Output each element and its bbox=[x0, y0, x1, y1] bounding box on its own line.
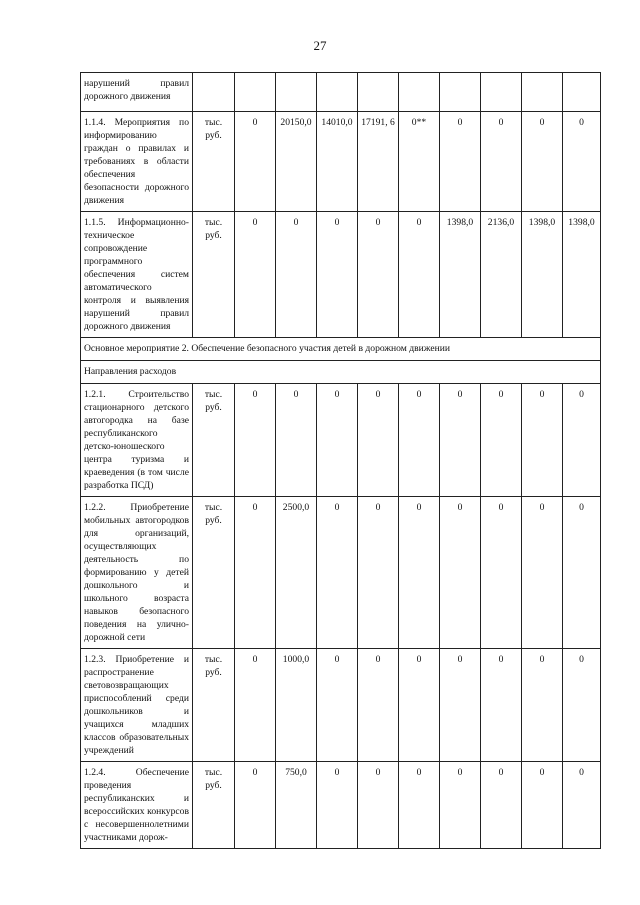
value-cell: 0 bbox=[481, 762, 522, 849]
table-row bbox=[81, 384, 601, 497]
value-cell: 0 bbox=[317, 649, 358, 762]
value-cell: 0 bbox=[399, 497, 440, 649]
table-row bbox=[81, 497, 601, 649]
value-cell: 0 bbox=[522, 649, 563, 762]
value-cell: 0 bbox=[276, 384, 317, 497]
section-row bbox=[81, 361, 601, 384]
item-name-cell: 1.2.2. Приобретение мобильных автогородков для организаций, осуществляющих деятельность по формированию у детей дошкольного и школьного возраста навыков безопасного поведения на улично-дорожной сети bbox=[81, 497, 193, 649]
value-cell: 0 bbox=[358, 212, 399, 338]
value-cell: 0 bbox=[317, 762, 358, 849]
value-cell: 0 bbox=[235, 762, 276, 849]
table-row bbox=[81, 762, 601, 849]
value-cell: 0 bbox=[235, 649, 276, 762]
value-cell: 0 bbox=[235, 497, 276, 649]
value-cell: 0 bbox=[358, 497, 399, 649]
unit-cell: тыс. руб. bbox=[193, 649, 235, 762]
item-name-cell: 1.2.3. Приобретение и распространение световозвращающих приспособлений среди дошкольников и учащихся младших классов образовательных учреждений bbox=[81, 649, 193, 762]
value-cell: 0 bbox=[522, 762, 563, 849]
page-number: 27 bbox=[313, 38, 327, 53]
value-cell: 0 bbox=[440, 112, 481, 212]
value-cell: 0 bbox=[276, 212, 317, 338]
budget-table bbox=[80, 72, 601, 849]
value-cell: 0 bbox=[358, 649, 399, 762]
value-cell: 0** bbox=[399, 112, 440, 212]
value-cell: 0 bbox=[358, 384, 399, 497]
value-cell: 0 bbox=[563, 384, 601, 497]
item-name-cell: 1.1.4. Мероприятия по информированию граждан о правилах и требованиях в области обеспечения безопасности дорожного движения bbox=[81, 112, 193, 212]
value-cell: 0 bbox=[399, 649, 440, 762]
section-row bbox=[81, 338, 601, 361]
value-cell: 0 bbox=[563, 762, 601, 849]
value-cell: 0 bbox=[358, 762, 399, 849]
value-cell: 1398,0 bbox=[522, 212, 563, 338]
value-cell bbox=[317, 73, 358, 112]
item-name-cell: 1.2.1. Строительство стационарного детского автогородка на базе республиканского детско-юношеского центра туризма и краеведения (в том числе разработка ПСД) bbox=[81, 384, 193, 497]
unit-cell bbox=[193, 73, 235, 112]
value-cell bbox=[563, 73, 601, 112]
table-row bbox=[81, 112, 601, 212]
value-cell: 0 bbox=[317, 497, 358, 649]
value-cell: 20150,0 bbox=[276, 112, 317, 212]
value-cell: 0 bbox=[563, 497, 601, 649]
section-title-expenses: Направления расходов bbox=[81, 361, 601, 384]
value-cell: 0 bbox=[317, 384, 358, 497]
unit-cell: тыс. руб. bbox=[193, 497, 235, 649]
value-cell: 14010,0 bbox=[317, 112, 358, 212]
table-row bbox=[81, 649, 601, 762]
value-cell bbox=[440, 73, 481, 112]
value-cell: 2136,0 bbox=[481, 212, 522, 338]
value-cell: 0 bbox=[522, 112, 563, 212]
value-cell bbox=[481, 73, 522, 112]
value-cell: 0 bbox=[235, 384, 276, 497]
value-cell: 0 bbox=[317, 212, 358, 338]
value-cell bbox=[399, 73, 440, 112]
value-cell: 0 bbox=[563, 112, 601, 212]
item-name-cell: нарушений правил дорожного движения bbox=[81, 73, 193, 112]
unit-cell: тыс. руб. bbox=[193, 212, 235, 338]
value-cell bbox=[235, 73, 276, 112]
table-row bbox=[81, 212, 601, 338]
unit-cell: тыс. руб. bbox=[193, 762, 235, 849]
value-cell: 0 bbox=[481, 497, 522, 649]
value-cell: 0 bbox=[563, 649, 601, 762]
item-name-cell: 1.1.5. Информационно-техническое сопровождение программного обеспечения систем автоматического контроля и выявления нарушений правил дорожного движения bbox=[81, 212, 193, 338]
value-cell: 17191, 6 bbox=[358, 112, 399, 212]
value-cell: 1398,0 bbox=[563, 212, 601, 338]
value-cell: 0 bbox=[399, 762, 440, 849]
value-cell: 0 bbox=[481, 112, 522, 212]
value-cell: 0 bbox=[440, 384, 481, 497]
section-title-main-event: Основное мероприятие 2. Обеспечение безопасного участия детей в дорожном движении bbox=[81, 338, 601, 361]
value-cell: 0 bbox=[440, 649, 481, 762]
value-cell: 0 bbox=[399, 212, 440, 338]
table-row bbox=[81, 73, 601, 112]
value-cell bbox=[522, 73, 563, 112]
value-cell: 0 bbox=[440, 762, 481, 849]
value-cell: 0 bbox=[235, 112, 276, 212]
item-name-cell: 1.2.4. Обеспечение проведения республиканских и всероссийских конкурсов с несовершеннолетними участниками дорож- bbox=[81, 762, 193, 849]
unit-cell: тыс. руб. bbox=[193, 384, 235, 497]
value-cell: 0 bbox=[399, 384, 440, 497]
value-cell: 0 bbox=[481, 649, 522, 762]
value-cell: 1000,0 bbox=[276, 649, 317, 762]
value-cell: 0 bbox=[522, 384, 563, 497]
value-cell: 1398,0 bbox=[440, 212, 481, 338]
value-cell bbox=[358, 73, 399, 112]
value-cell: 0 bbox=[440, 497, 481, 649]
value-cell bbox=[276, 73, 317, 112]
value-cell: 0 bbox=[235, 212, 276, 338]
value-cell: 750,0 bbox=[276, 762, 317, 849]
value-cell: 0 bbox=[481, 384, 522, 497]
unit-cell: тыс. руб. bbox=[193, 112, 235, 212]
value-cell: 2500,0 bbox=[276, 497, 317, 649]
value-cell: 0 bbox=[522, 497, 563, 649]
